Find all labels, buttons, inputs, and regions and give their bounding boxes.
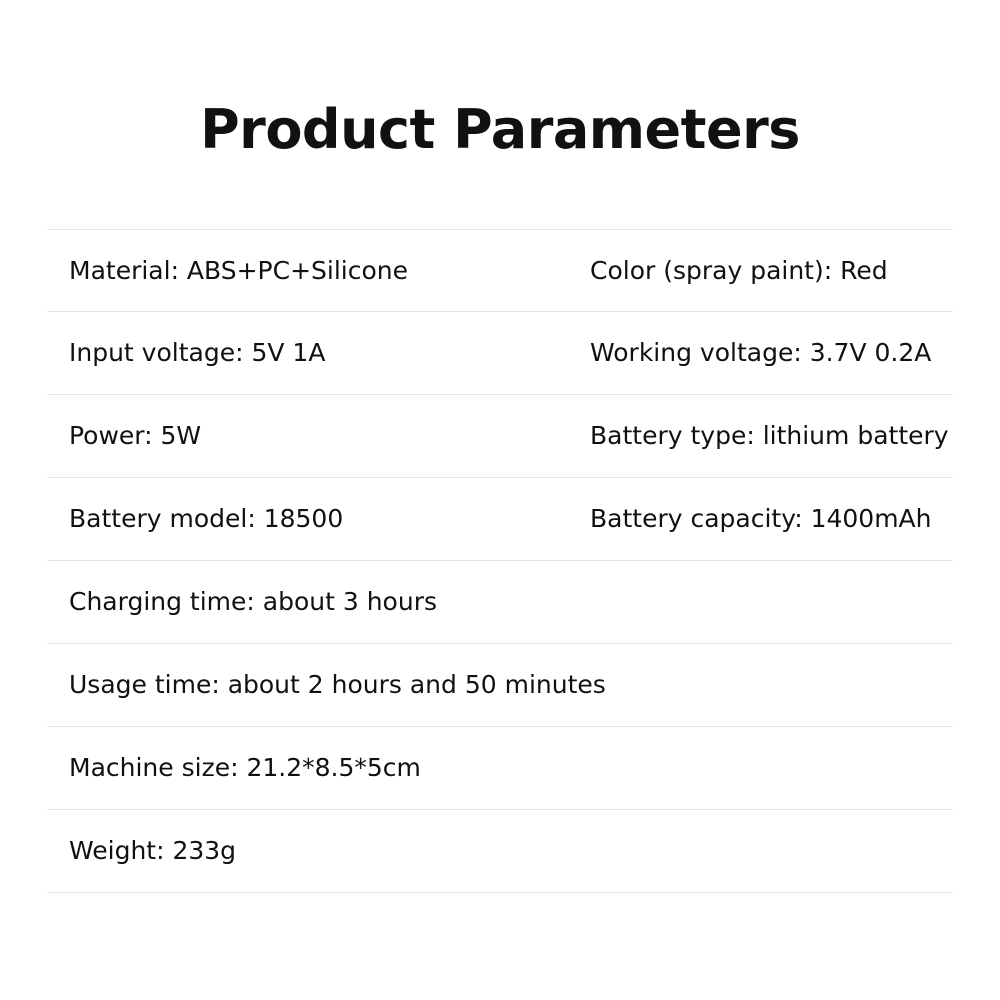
spec-power: Power: 5W: [69, 421, 202, 451]
spec-color: Color (spray paint): Red: [590, 255, 888, 285]
spec-charging-time: Charging time: about 3 hours: [69, 587, 438, 617]
table-row: [47, 810, 953, 893]
spec-battery-model: Battery model: 18500: [69, 504, 344, 534]
spec-battery-type: Battery type: lithium battery: [590, 421, 949, 451]
spec-working-voltage: Working voltage: 3.7V 0.2A: [590, 338, 932, 368]
table-row: [47, 561, 953, 644]
table-row: [47, 478, 953, 561]
table-row: [47, 727, 953, 810]
table-row: [47, 395, 953, 478]
spec-material: Material: ABS+PC+Silicone: [69, 255, 409, 285]
table-row: [47, 312, 953, 395]
table-row: [47, 229, 953, 312]
spec-input-voltage: Input voltage: 5V 1A: [69, 338, 326, 368]
page-title: Product Parameters: [200, 98, 800, 161]
table-row: [47, 644, 953, 727]
spec-battery-capacity: Battery capacity: 1400mAh: [590, 504, 932, 534]
spec-weight: Weight: 233g: [69, 836, 237, 866]
spec-usage-time: Usage time: about 2 hours and 50 minutes: [69, 670, 606, 700]
specifications-table: [47, 229, 953, 893]
spec-machine-size: Machine size: 21.2*8.5*5cm: [69, 753, 421, 783]
